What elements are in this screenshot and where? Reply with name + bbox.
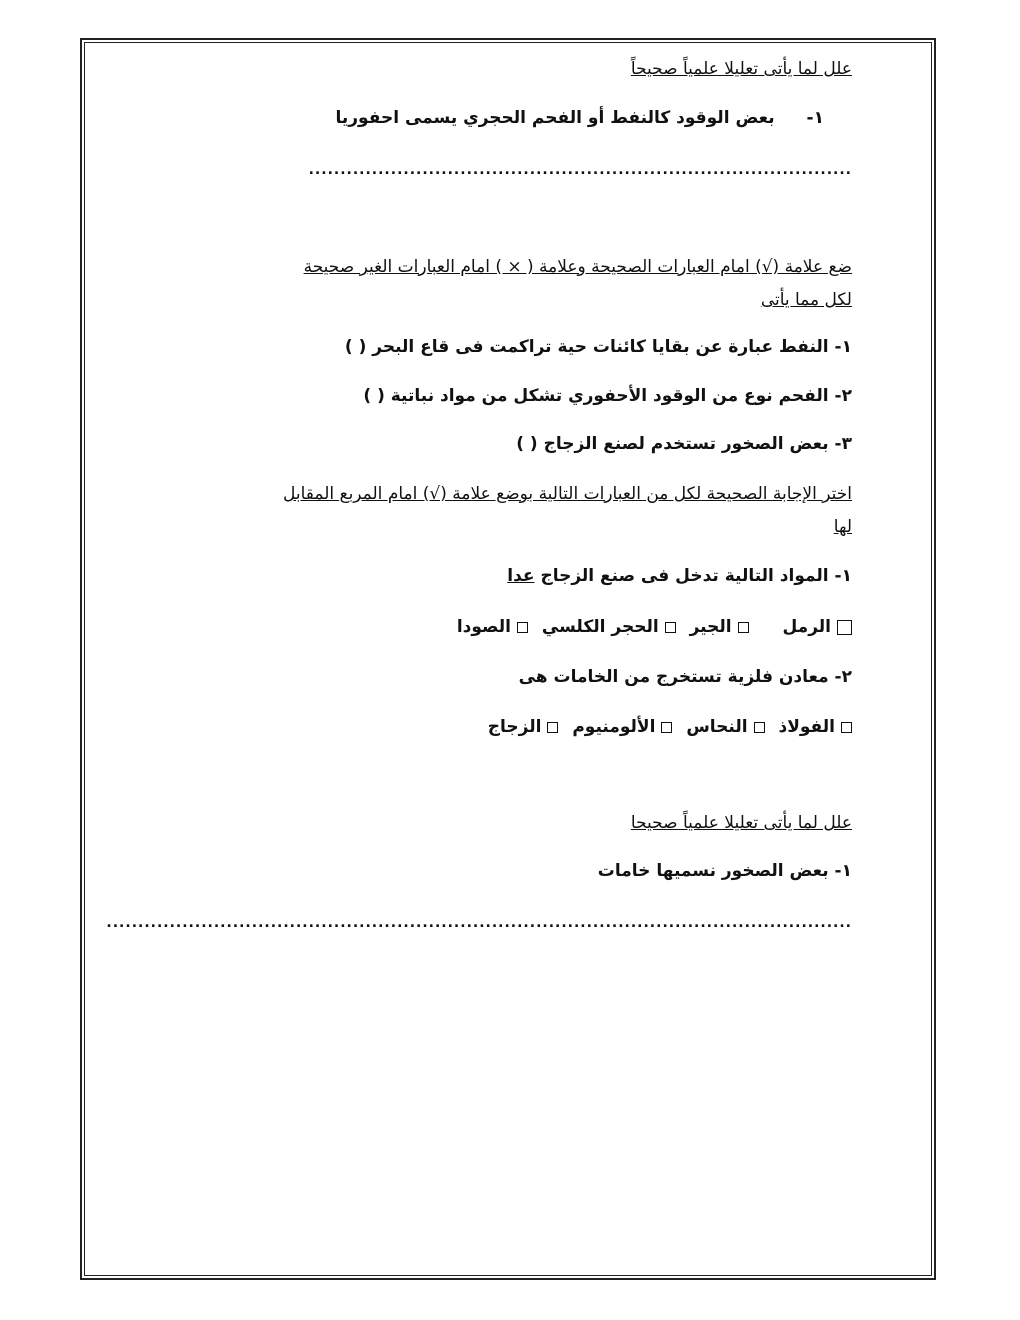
item-number: ١- [806,108,824,128]
checkbox-icon[interactable] [517,622,528,633]
section1-heading: علل لما يأتى تعليلا علمياً صحيحاً [630,59,852,79]
option[interactable]: الفولاذ [779,716,853,738]
answer-line[interactable]: ...................................................................................... [308,162,852,178]
option[interactable]: الصودا [457,616,528,638]
answer-line[interactable]: ...................................................................................................................... [106,915,852,931]
question-emphasis: عدا [507,566,535,586]
option[interactable]: الرمل [783,616,853,638]
section1-item1 [336,107,825,129]
checkbox-icon[interactable] [738,622,749,633]
checkbox-icon[interactable] [547,722,558,733]
checkbox-icon[interactable] [837,620,852,635]
section2-heading-line1: ضع علامة (√) امام العبارات الصحيحة وعلامة ( × ) امام العبارات الغير صحيحة [303,257,852,277]
checkbox-icon[interactable] [841,722,852,733]
mcq-question-2: ٢- معادن فلزية تستخرج من الخامات هى [518,667,852,687]
page-border-inner [84,42,932,1276]
question-text: ١- المواد التالية تدخل فى صنع الزجاج [540,566,852,586]
mcq-options-1 [449,616,852,638]
section3-heading-line2: لها [833,517,852,537]
section3-heading-line1: اختر الإجابة الصحيحة لكل من العبارات التالية بوضع علامة (√) امام المربع المقابل [283,484,852,504]
true-false-item-1[interactable]: ١- النفط عبارة عن بقايا كائنات حية تراكمت فى قاع البحر ( ) [344,337,852,357]
item-text: بعض الوقود كالنفط أو الفحم الحجري يسمى احفوريا [335,108,775,128]
option[interactable]: النحاس [686,716,764,738]
true-false-item-2[interactable]: ٢- الفحم نوع من الوقود الأحفوري تشكل من مواد نباتية ( ) [363,386,852,406]
checkbox-icon[interactable] [665,622,676,633]
section4-heading: علل لما يأتى تعليلا علمياً صحيحا [630,813,852,833]
mcq-question-1 [507,565,852,587]
mcq-options-2 [480,716,852,738]
true-false-item-3[interactable]: ٣- بعض الصخور تستخدم لصنع الزجاج ( ) [516,434,852,454]
section2-heading-line2: لكل مما يأتى [760,290,852,310]
option[interactable]: الجير [690,616,749,638]
section4-item1: ١- بعض الصخور نسميها خامات [597,861,852,881]
option[interactable]: الحجر الكلسي [542,616,676,638]
checkbox-icon[interactable] [661,722,672,733]
checkbox-icon[interactable] [754,722,765,733]
option[interactable]: الزجاج [488,716,559,738]
option[interactable]: الألومنيوم [572,716,672,738]
